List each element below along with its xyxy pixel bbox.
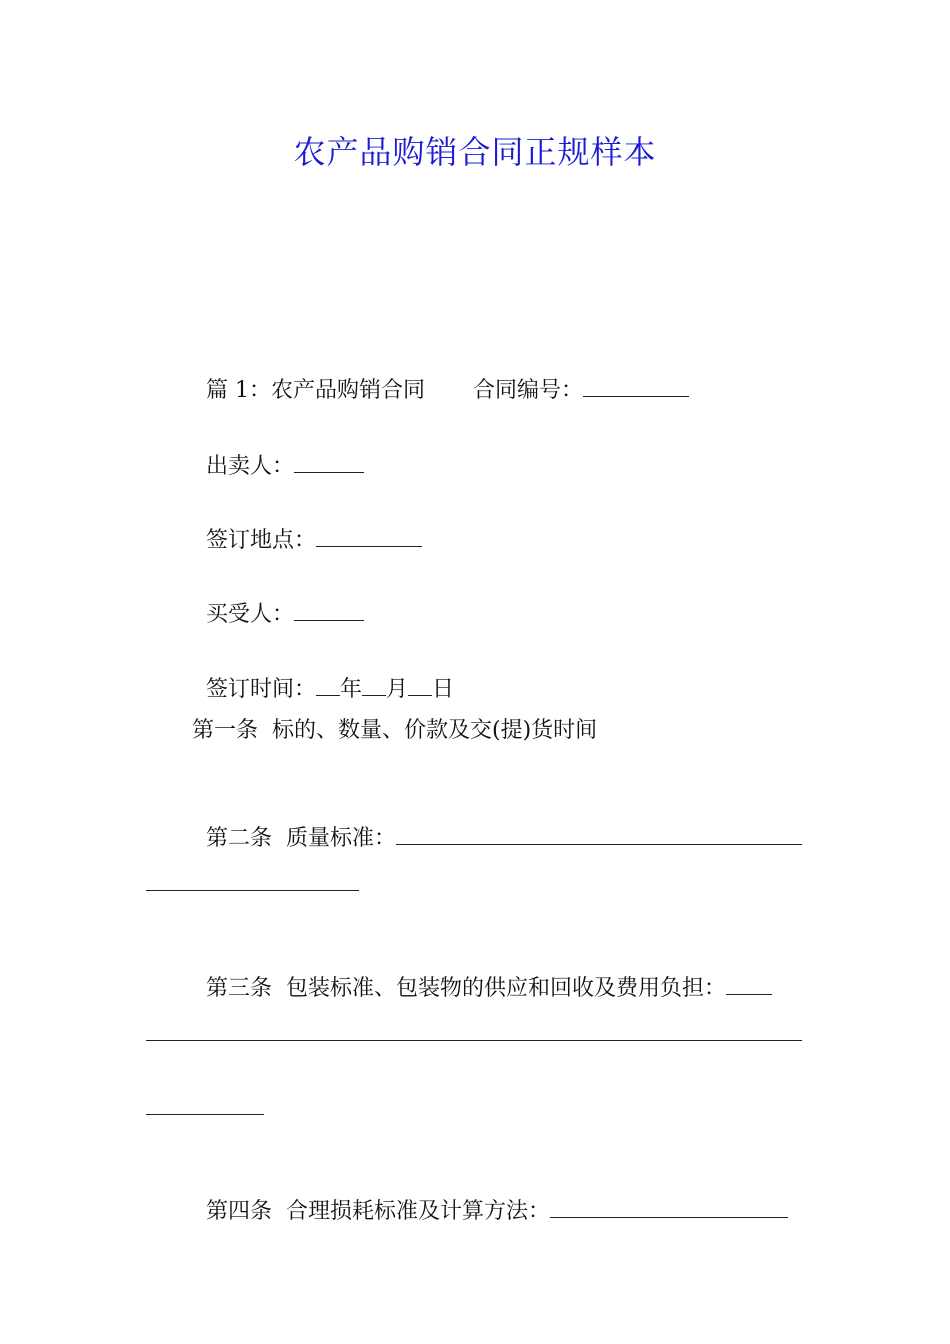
sign-time-line [192,641,454,706]
sign-time-label: 签订时间： [206,677,317,702]
document-title: 农产品购销合同正规样本 [293,133,657,171]
article-3-continuation-blank-2 [146,1114,264,1115]
contract-header-line [192,342,689,407]
month-blank [362,673,386,696]
contract-no-blank [583,374,689,397]
year-label: 年 [340,677,363,702]
article-3-line [192,940,772,1005]
buyer-blank [294,598,364,621]
article-1: 第一条 标的、数量、价款及交(提)货时间 [192,718,598,743]
year-blank [316,673,340,696]
article-3-blank [726,972,772,995]
sign-place-line [192,492,422,557]
article-4-label: 第四条 合理损耗标准及计算方法： [206,1199,550,1224]
seller-blank [294,450,364,473]
buyer-label: 买受人： [206,602,295,627]
article-4-blank [550,1195,788,1218]
day-blank [408,673,432,696]
sign-place-blank [316,524,422,547]
part-label: 篇 1：农产品购销合同 [206,378,425,403]
article-2-blank [396,822,802,845]
contract-no-label: 合同编号： [473,378,584,403]
article-2-line [192,790,802,855]
seller-line [192,418,364,483]
article-4-line [192,1163,788,1228]
article-2-label: 第二条 质量标准： [206,826,396,851]
day-label: 日 [432,677,455,702]
article-3-label: 第三条 包装标准、包装物的供应和回收及费用负担： [206,976,726,1001]
article-2-continuation-blank [146,890,359,891]
buyer-line [192,566,364,631]
month-label: 月 [386,677,409,702]
sign-place-label: 签订地点： [206,528,317,553]
seller-label: 出卖人： [206,454,295,479]
article-3-continuation-blank-1 [146,1040,802,1041]
